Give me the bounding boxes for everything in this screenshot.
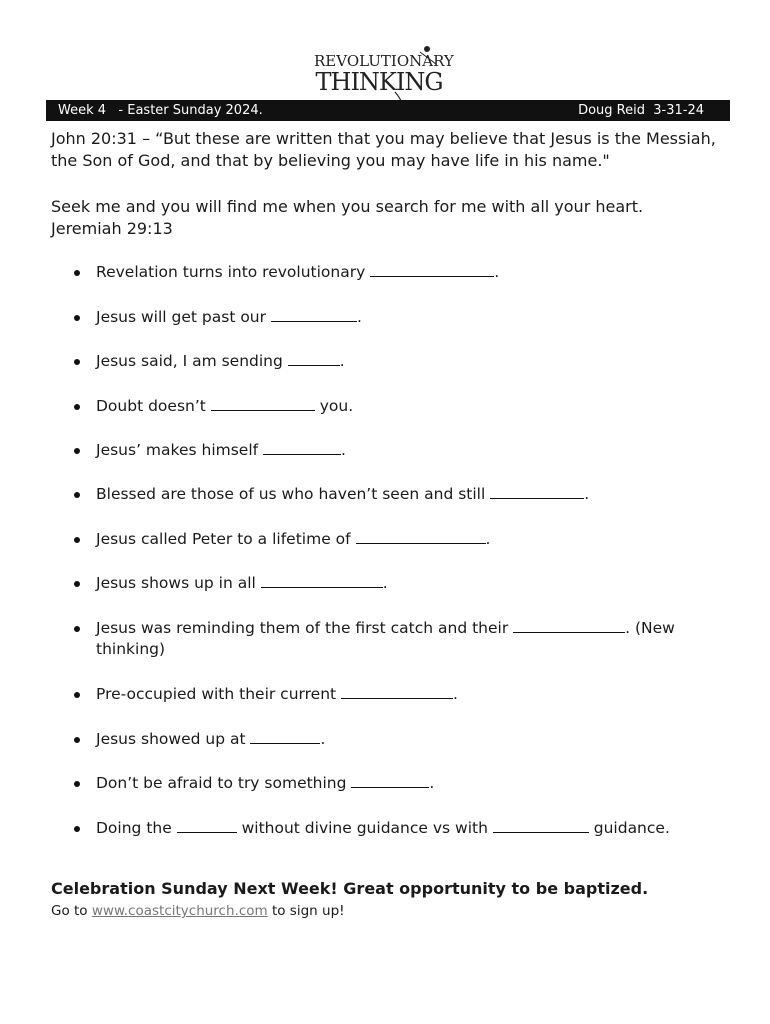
bullet-icon [74,692,80,698]
blank-line[interactable] [211,396,315,411]
scripture-jeremiah [51,196,731,240]
point-text-end: . [485,530,491,548]
scripture-jeremiah-text: Seek me and you will find me when you search for me with all your heart. [51,197,644,216]
blank-line[interactable] [177,818,237,833]
point-text: Jesus was reminding them of the first catch and their [96,619,514,637]
scripture-john: John 20:31 – “But these are written that you may believe that Jesus is the Messiah, the Son of God, and that by believing you may have life in his name." [51,129,716,170]
point-text: Jesus called Peter to a lifetime of [96,530,356,548]
bullet-icon [74,581,80,587]
point-text: Jesus’ makes himself [96,441,264,459]
signup-suffix: to sign up! [267,903,345,919]
logo-line-2: THINKING [315,68,443,96]
blank-line[interactable] [351,773,429,788]
point-text: Revelation turns into revolutionary [96,263,371,281]
church-website-link[interactable]: www.coastcitychurch.com [91,903,268,919]
blank-line[interactable] [263,440,341,455]
bullet-icon [74,270,80,276]
blank-line[interactable] [493,818,589,833]
bullet-icon [74,404,80,410]
blank-line[interactable] [356,529,486,544]
point-text-middle: without divine guidance vs with [236,819,493,837]
point-text-end: . [584,485,590,503]
point-text-end: . [453,685,458,703]
point-text-end: . [341,441,346,459]
signup-prefix: Go to [51,903,92,919]
bullet-icon [74,315,80,321]
header-bar [46,100,730,121]
point-text-end: . [320,730,326,748]
celebration-heading: Celebration Sunday Next Week! Great opportunity to be baptized. [51,879,649,898]
bullet-icon [74,537,80,543]
bullet-icon [74,492,80,498]
logo-line-1: REVOLUTIONARY [314,52,454,70]
point-text: Doubt doesn’t [96,397,211,415]
blank-line[interactable] [490,484,584,499]
point-text: Jesus shows up in all [96,574,261,592]
point-text: Pre-occupied with their current [96,685,342,703]
signup-line [51,903,345,919]
point-text: Jesus will get past our [96,308,271,326]
point-text-end: guidance. [588,819,670,837]
point-text-end: . [356,308,362,326]
scripture-jeremiah-reference: Jeremiah 29:13 [51,219,173,238]
blank-line[interactable] [250,729,320,744]
blank-line[interactable] [288,351,340,366]
blank-line[interactable] [370,262,494,277]
point-text: Blessed are those of us who haven’t seen and still [96,485,491,503]
point-text-end: . [429,774,435,792]
point-text-end: you. [314,397,354,415]
blank-line[interactable] [513,618,625,633]
point-text: Jesus said, I am sending [96,352,288,370]
point-text-end: . (New thinking) [96,619,675,658]
blank-line[interactable] [271,307,357,322]
bullet-icon [74,781,80,787]
week-title: Week 4 - Easter Sunday 2024. [58,103,263,118]
speaker-date: Doug Reid 3-31-24 [578,103,704,118]
point-text-end: . [339,352,345,370]
blank-line[interactable] [261,573,383,588]
point-text: Don’t be afraid to try something [96,774,352,792]
bullet-icon [74,626,80,632]
bullet-icon [74,826,80,832]
point-text-end: . [494,263,500,281]
point-text: Jesus showed up at [96,730,251,748]
bullet-icon [74,737,80,743]
point-text-end: . [382,574,388,592]
bullet-icon [74,448,80,454]
point-text: Doing the [96,819,177,837]
bullet-icon [74,359,80,365]
blank-line[interactable] [341,684,453,699]
